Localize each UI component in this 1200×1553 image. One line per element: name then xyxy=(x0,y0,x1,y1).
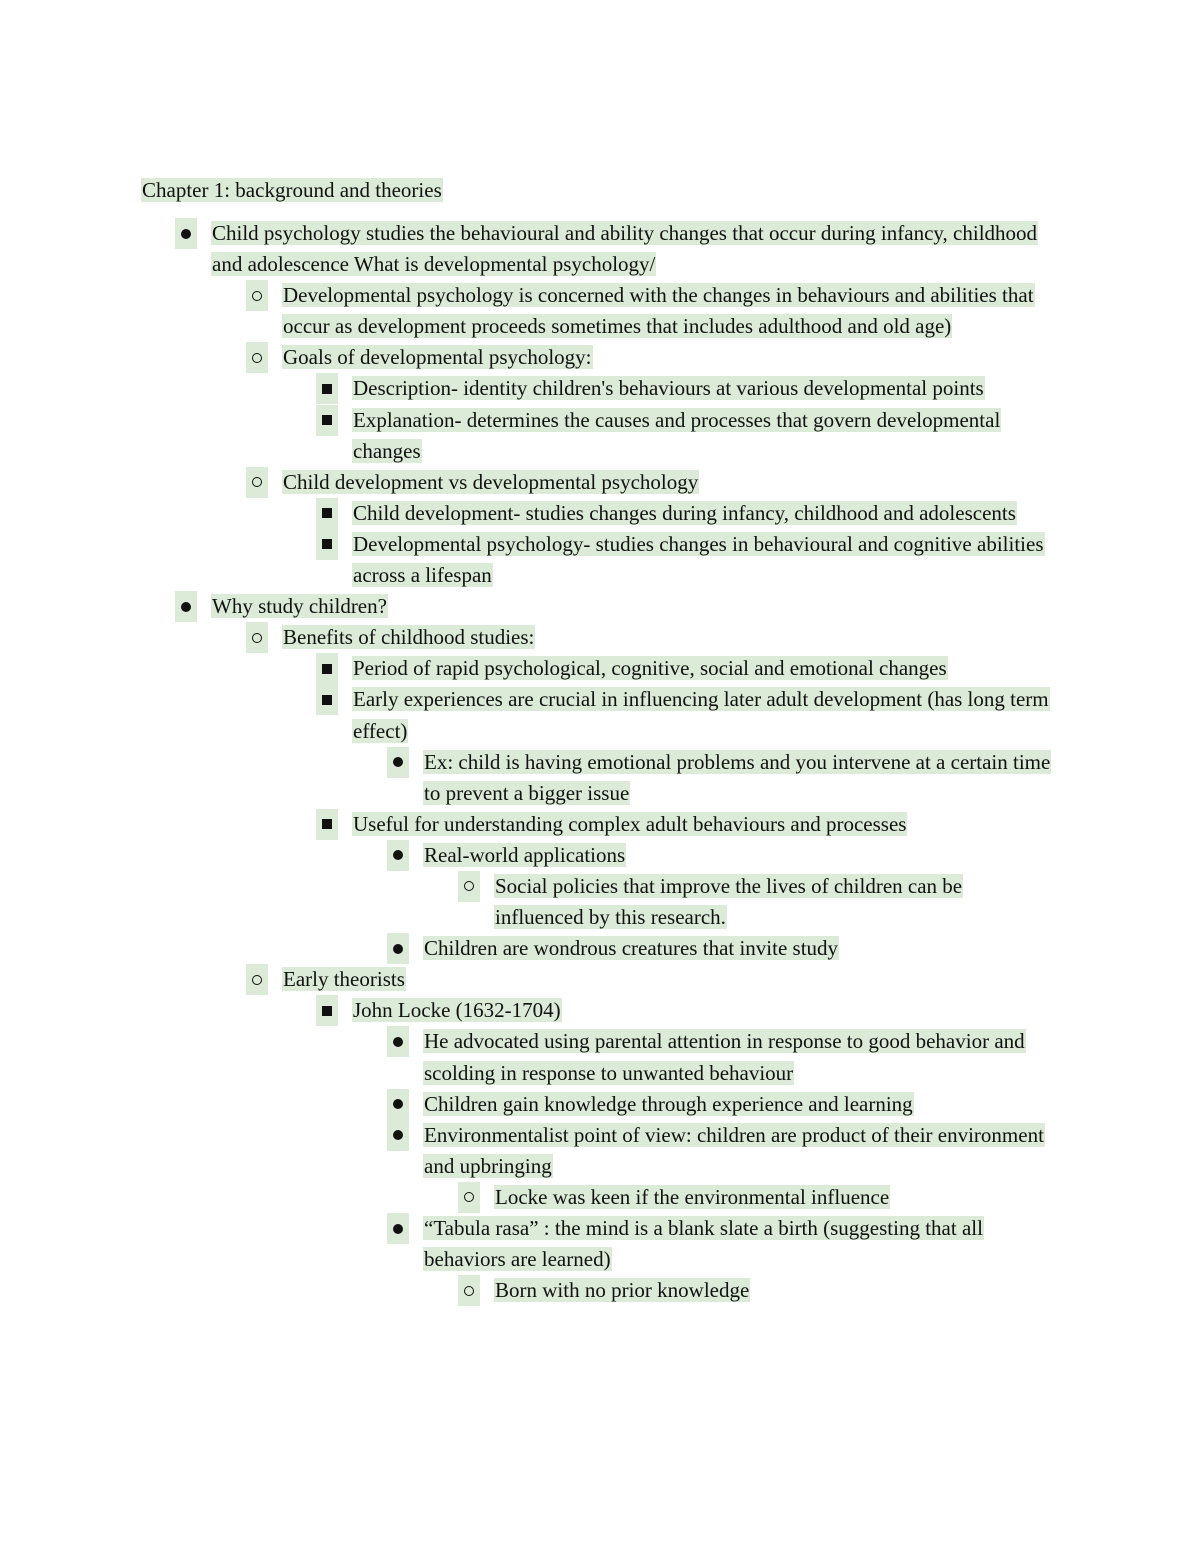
square-bullet-icon xyxy=(316,498,338,529)
filled-bullet-icon xyxy=(387,1120,409,1151)
outline-item xyxy=(211,591,1051,622)
outline-item-text: Description- identity children's behaviours at various developmental points xyxy=(353,376,984,401)
square-bullet-icon xyxy=(316,809,338,840)
filled-bullet-icon xyxy=(175,218,197,249)
outline-item-text: Early experiences are crucial in influencing later adult development (has long term effect) xyxy=(353,687,1049,743)
outline-item xyxy=(494,1275,1034,1306)
outline-item xyxy=(352,529,1052,591)
outline-item xyxy=(282,964,1042,995)
outline-item xyxy=(352,995,1052,1026)
outline-item xyxy=(282,280,1042,342)
outline-item-text: Goals of developmental psychology: xyxy=(283,345,592,370)
outline-item-text: Useful for understanding complex adult behaviours and processes xyxy=(353,811,907,836)
filled-bullet-icon xyxy=(387,933,409,964)
square-bullet-icon xyxy=(316,995,338,1026)
square-bullet-icon xyxy=(316,653,338,684)
square-bullet-icon xyxy=(316,405,338,436)
filled-bullet-icon xyxy=(387,1026,409,1057)
outline-item-text: Environmentalist point of view: children are product of their environment and upbringing xyxy=(424,1122,1044,1178)
outline-item xyxy=(352,809,1052,840)
outline-item-text: Benefits of childhood studies: xyxy=(283,625,535,650)
outline-item xyxy=(282,622,1042,653)
hollow-bullet-icon xyxy=(246,467,268,498)
filled-bullet-icon xyxy=(175,591,197,622)
hollow-bullet-icon xyxy=(246,622,268,653)
outline-item xyxy=(282,342,1042,373)
filled-bullet-icon xyxy=(387,747,409,778)
outline-item xyxy=(352,405,1052,467)
outline-item xyxy=(423,1213,1063,1275)
outline-item xyxy=(282,467,1042,498)
outline-item-text: Child development vs developmental psychology xyxy=(283,469,699,494)
outline-item-text: Ex: child is having emotional problems and you intervene at a certain time to prevent a bigger issue xyxy=(424,749,1051,805)
filled-bullet-icon xyxy=(387,1213,409,1244)
outline-item-text: Child development- studies changes during infancy, childhood and adolescents xyxy=(353,500,1016,525)
notes-outline xyxy=(0,218,1200,1306)
hollow-bullet-icon xyxy=(458,1182,480,1213)
outline-item xyxy=(494,1182,1034,1213)
filled-bullet-icon xyxy=(387,1089,409,1120)
outline-item-text: Explanation- determines the causes and processes that govern developmental changes xyxy=(353,407,1001,463)
hollow-bullet-icon xyxy=(458,871,480,902)
outline-item xyxy=(352,498,1052,529)
outline-item-text: Children are wondrous creatures that invite study xyxy=(424,936,839,961)
square-bullet-icon xyxy=(316,373,338,404)
outline-item xyxy=(494,871,1034,933)
outline-item xyxy=(423,1120,1063,1182)
hollow-bullet-icon xyxy=(246,964,268,995)
outline-item xyxy=(423,747,1063,809)
outline-item-text: “Tabula rasa” : the mind is a blank slate a birth (suggesting that all behaviors are learned) xyxy=(424,1216,983,1272)
title-text: Chapter 1: background and theories xyxy=(142,178,442,202)
outline-item xyxy=(352,373,1052,404)
outline-item-text: Social policies that improve the lives of children can be influenced by this research. xyxy=(495,873,963,930)
outline-item-text: Developmental psychology- studies changes in behavioural and cognitive abilities across a lifespan xyxy=(353,531,1044,588)
outline-item xyxy=(423,840,1063,871)
hollow-bullet-icon xyxy=(246,280,268,311)
outline-item-text: Why study children? xyxy=(212,594,387,619)
outline-item-text: Born with no prior knowledge xyxy=(495,1278,750,1303)
outline-item xyxy=(211,218,1051,280)
document-title xyxy=(141,175,443,206)
outline-item xyxy=(423,1026,1063,1088)
outline-item xyxy=(352,684,1052,746)
outline-item-text: Early theorists xyxy=(283,967,405,992)
outline-item-text: Locke was keen if the environmental influence xyxy=(495,1184,890,1209)
outline-item-text: Child psychology studies the behavioural and ability changes that occur during infancy, childhood and adolescence What is developmental psychology/ xyxy=(212,221,1038,277)
outline-item-text: John Locke (1632-1704) xyxy=(353,998,561,1023)
outline-item-text: Developmental psychology is concerned with the changes in behaviours and abilities that occur as development proceeds sometimes that includes adulthood and old age) xyxy=(283,283,1034,339)
outline-item xyxy=(423,933,1063,964)
square-bullet-icon xyxy=(316,529,338,560)
outline-item xyxy=(352,653,1052,684)
outline-item-text: Real-world applications xyxy=(424,842,626,867)
outline-item xyxy=(423,1089,1063,1120)
outline-item-text: Children gain knowledge through experience and learning xyxy=(424,1091,913,1116)
filled-bullet-icon xyxy=(387,840,409,871)
outline-item-text: He advocated using parental attention in response to good behavior and scolding in response to unwanted behaviour xyxy=(424,1029,1025,1085)
square-bullet-icon xyxy=(316,684,338,715)
hollow-bullet-icon xyxy=(458,1275,480,1306)
outline-item-text: Period of rapid psychological, cognitive, social and emotional changes xyxy=(353,656,947,681)
hollow-bullet-icon xyxy=(246,342,268,373)
